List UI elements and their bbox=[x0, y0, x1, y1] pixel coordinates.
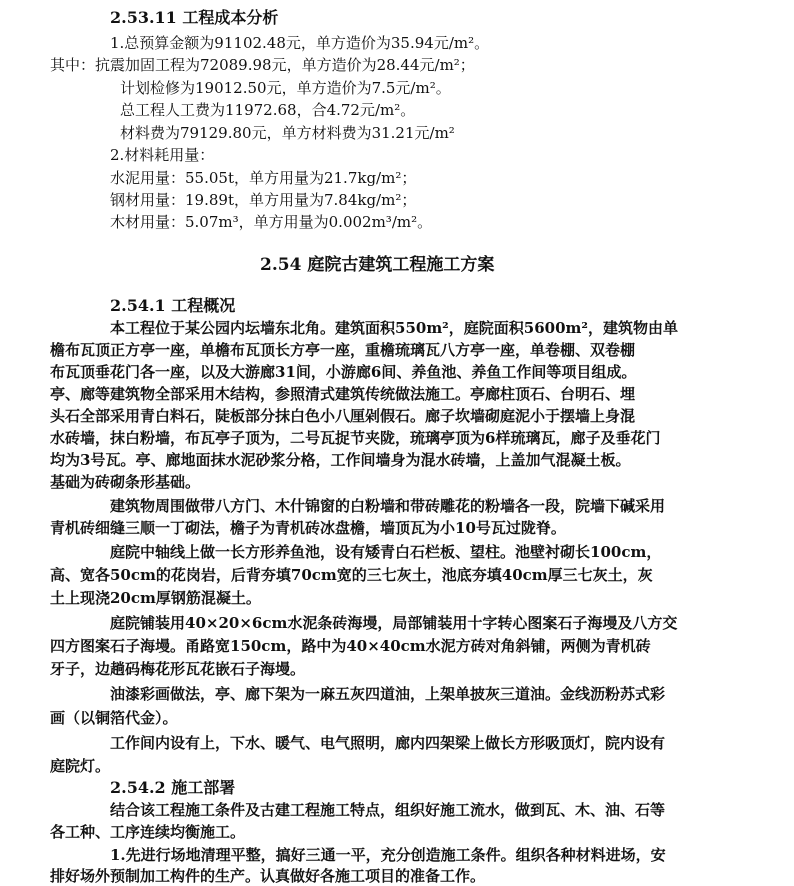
cost-maintenance: 计划检修为19012.50元，单方造价为7.5元/m²。 bbox=[120, 79, 451, 97]
deployment-line: 各工种、工序连续均衡施工。 bbox=[50, 823, 246, 841]
fishpond-line: 高、宽各50cm的花岗岩，后背夯填70cm宽的三七灰土，池底夯填40cm厚三七灰土，灰 bbox=[50, 566, 653, 584]
cement-usage: 水泥用量：55.05t，单方用量为21.7kg/m²； bbox=[110, 169, 417, 187]
deployment-line: 排好场外预制加工构件的生产。认真做好各施工项目的准备工作。 bbox=[50, 867, 486, 885]
heading-2-53-11: 2.53.11 工程成本分析 bbox=[110, 8, 279, 27]
utilities-line: 工作间内设有上，下水、暖气、电气照明，廊内四架梁上做长方形吸顶灯，院内设有 bbox=[110, 734, 666, 752]
painting-line: 画（以铜箔代金）。 bbox=[50, 709, 178, 727]
utilities-line: 庭院灯。 bbox=[50, 757, 111, 775]
overview-line: 本工程位于某公园内坛墙东北角。建筑面积550m²，庭院面积5600m²，建筑物由单 bbox=[110, 319, 678, 337]
deployment-line: 结合该工程施工条件及古建工程施工特点，组织好施工流水，做到瓦、木、油、石等 bbox=[110, 801, 666, 819]
cost-labor: 总工程人工费为11972.68，合4.72元/m²。 bbox=[120, 101, 416, 119]
overview-line: 均为3号瓦。亭、廊地面抹水泥砂浆分格，工作间墙身为混水砖墙，上盖加气混凝土板。 bbox=[50, 451, 631, 469]
timber-usage: 木材用量：5.07m³，单方用量为0.002m³/m²。 bbox=[110, 213, 433, 231]
overview-line: 水砖墙，抹白粉墙，布瓦亭子顶为，二号瓦捉节夹陇，琉璃亭顶为6样琉璃瓦，廊子及垂花门 bbox=[50, 429, 661, 447]
cost-seismic: 其中：抗震加固工程为72089.98元，单方造价为28.44元/m²； bbox=[50, 56, 475, 74]
steel-usage: 钢材用量：19.89t，单方用量为7.84kg/m²； bbox=[110, 191, 417, 209]
painting-line: 油漆彩画做法，亭、廊下架为一麻五灰四道油，上架单披灰三道油。金线沥粉苏式彩 bbox=[110, 685, 666, 703]
paving-line: 牙子，边趟码梅花形瓦花嵌石子海墁。 bbox=[50, 660, 306, 678]
overview-line: 亭、廊等建筑物全部采用木结构，参照清式建筑传统做法施工。亭廊柱顶石、台明石、埋 bbox=[50, 385, 636, 403]
heading-2-54-2: 2.54.2 施工部署 bbox=[110, 778, 236, 797]
overview-line: 檐布瓦顶正方亭一座，单檐布瓦顶长方亭一座，重檐琉璃瓦八方亭一座，单卷棚、双卷棚 bbox=[50, 341, 636, 359]
deployment-line: 1.先进行场地清理平整，搞好三通一平，充分创造施工条件。组织各种材料进场，安 bbox=[110, 846, 666, 864]
overview-line: 基础为砖砌条形基础。 bbox=[50, 473, 201, 491]
paving-line: 四方图案石子海墁。甬路宽150cm，路中为40×40cm水泥方砖对角斜铺，两侧为青机砖 bbox=[50, 637, 651, 655]
material-heading: 2.材料耗用量： bbox=[110, 146, 215, 164]
chapter-title: 2.54 庭院古建筑工程施工方案 bbox=[260, 255, 495, 275]
paving-line: 庭院铺装用40×20×6cm水泥条砖海墁，局部铺装用十字转心图案石子海墁及八方交 bbox=[110, 614, 678, 632]
cost-material: 材料费为79129.80元，单方材料费为31.21元/m² bbox=[120, 124, 455, 142]
fishpond-line: 土上现浇20cm厚钢筋混凝土。 bbox=[50, 589, 261, 607]
cost-total: 1.总预算金额为91102.48元，单方造价为35.94元/m²。 bbox=[110, 34, 490, 52]
overview-line: 布瓦顶垂花门各一座，以及大游廊31间，小游廊6间、养鱼池、养鱼工作间等项目组成。 bbox=[50, 363, 637, 381]
fishpond-line: 庭院中轴线上做一长方形养鱼池，设有矮青白石栏板、望柱。池壁衬砌长100cm， bbox=[110, 543, 662, 561]
heading-2-54-1: 2.54.1 工程概况 bbox=[110, 296, 236, 315]
walls-line: 建筑物周围做带八方门、木什锦窗的白粉墙和带砖雕花的粉墙各一段，院墙下碱采用 bbox=[110, 497, 666, 515]
walls-line: 青机砖细缝三顺一丁砌法，檐子为青机砖冰盘檐，墙顶瓦为小10号瓦过陇脊。 bbox=[50, 519, 566, 537]
overview-line: 头石全部采用青白料石，陡板部分抹白色小八厘剁假石。廊子坎墙砌庭泥小于摆墙上身混 bbox=[50, 407, 636, 425]
